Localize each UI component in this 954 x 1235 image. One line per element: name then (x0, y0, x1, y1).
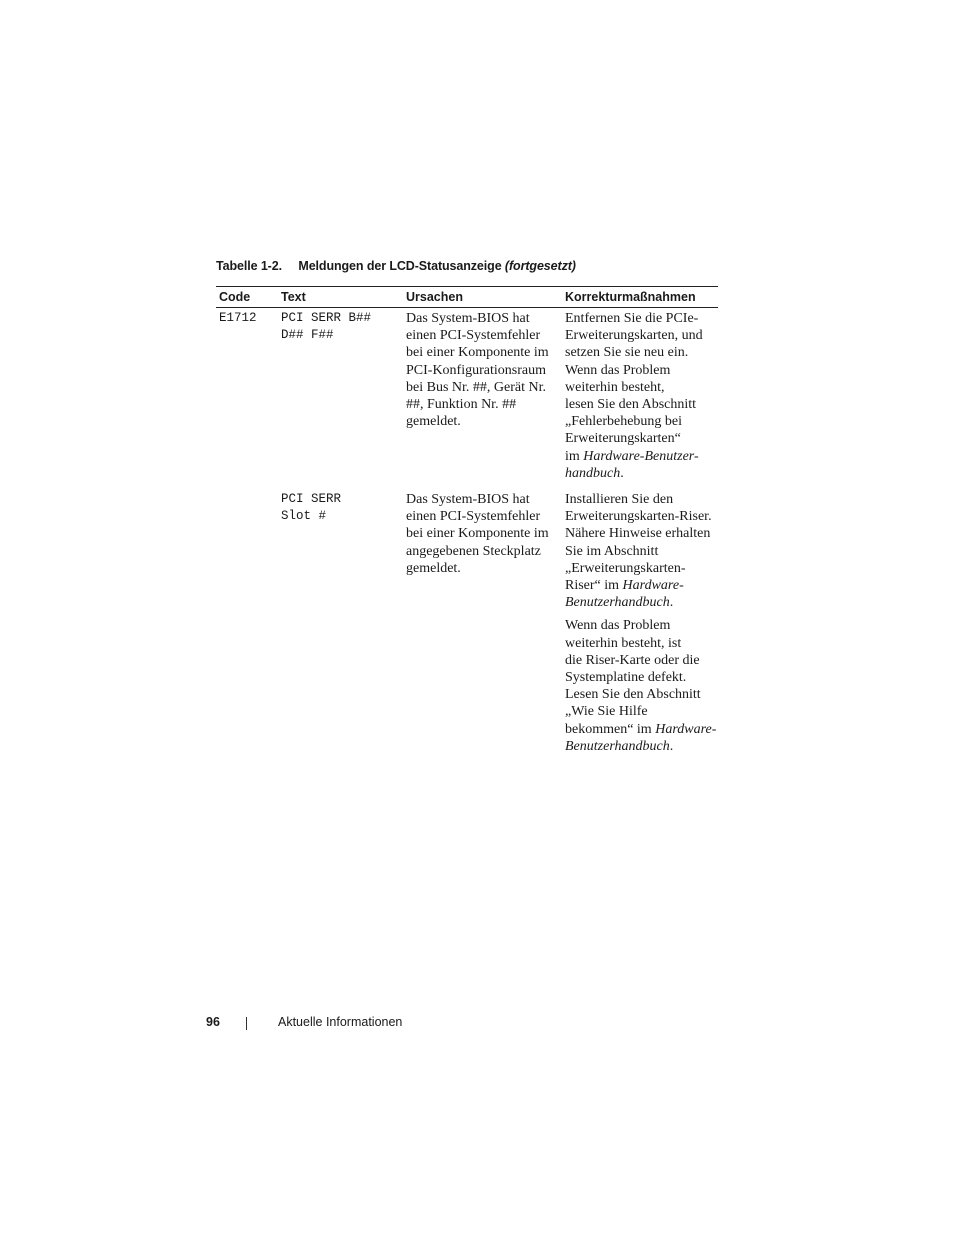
text-line: PCI SERR B## (281, 311, 372, 325)
action-line: „Erweiterungskarten- (565, 560, 686, 576)
header-text: Text (278, 287, 403, 308)
action-line: die Riser-Karte oder die (565, 652, 700, 668)
code-value: E1712 (219, 311, 257, 325)
action-line: Erweiterungskarten, und (565, 328, 703, 344)
action-line (565, 738, 718, 755)
action-line: Wenn das Problem (565, 618, 671, 634)
table-title: Meldungen der LCD-Statusanzeige (298, 259, 502, 273)
cell-text (278, 482, 403, 755)
action-text: . (669, 738, 674, 754)
action-line: „Wie Sie Hilfe (565, 704, 648, 720)
action-line: Wenn das Problem (565, 362, 671, 378)
action-text: . (669, 595, 674, 611)
action-text: bekommen“ im (565, 721, 656, 737)
action-paragraph (565, 617, 718, 755)
action-line: Systemplatine defekt. (565, 670, 687, 686)
page-footer (0, 1015, 954, 1033)
cell-code (216, 482, 278, 755)
action-line: lesen Sie den Abschnitt (565, 397, 697, 413)
text-line: PCI SERR (281, 492, 342, 507)
manual-reference: Benutzerhandbuch (565, 595, 670, 611)
cause-line: gemeldet. (406, 414, 461, 430)
table-header-row (216, 287, 718, 308)
cell-cause (403, 482, 562, 755)
text-line: D## F## (281, 328, 334, 343)
cause-line: bei einer Komponente im (406, 345, 549, 361)
action-line: Erweiterungskarten-Riser. (565, 509, 712, 525)
table-row (216, 482, 718, 755)
table-number: Tabelle 1-2. (216, 259, 282, 273)
footer-section-title: Aktuelle Informationen (278, 1015, 403, 1029)
cause-line: Das System-BIOS hat (406, 492, 530, 508)
footer-separator (246, 1017, 247, 1030)
action-line (565, 577, 718, 594)
action-line (565, 594, 718, 611)
action-line: Sie im Abschnitt (565, 543, 659, 559)
cause-line: gemeldet. (406, 560, 461, 576)
lcd-status-messages-table (216, 286, 718, 755)
action-line: setzen Sie sie neu ein. (565, 345, 689, 361)
cause-line: einen PCI-Systemfehler (406, 328, 541, 344)
table-title-suffix: (fortgesetzt) (504, 259, 576, 273)
cause-line: ##, Funktion Nr. ## (406, 397, 517, 413)
action-line: Nähere Hinweise erhalten (565, 526, 711, 542)
page-number: 96 (206, 1015, 220, 1029)
action-line: „Fehlerbehebung bei (565, 414, 683, 430)
header-code: Code (216, 287, 278, 308)
cell-code (216, 308, 278, 483)
manual-reference: Hardware- (655, 721, 717, 737)
manual-reference: Benutzerhandbuch (565, 738, 670, 754)
action-text: im (565, 448, 584, 464)
header-action: Korrekturmaßnahmen (562, 287, 718, 308)
cause-line: angegebenen Steckplatz (406, 543, 541, 559)
cell-action (562, 308, 718, 483)
cause-line: bei einer Komponente im (406, 526, 549, 542)
action-line: Installieren Sie den (565, 492, 674, 508)
cell-cause (403, 308, 562, 483)
action-line: weiterhin besteht, ist (565, 635, 682, 651)
header-cause: Ursachen (403, 287, 562, 308)
cell-action (562, 482, 718, 755)
action-line: Lesen Sie den Abschnitt (565, 687, 701, 703)
action-line: Erweiterungskarten“ (565, 431, 681, 447)
manual-reference: handbuch (565, 465, 621, 481)
cause-line: Das System-BIOS hat (406, 311, 530, 326)
table-row (216, 308, 718, 483)
cause-line: PCI-Konfigurationsraum (406, 362, 546, 378)
action-line (565, 721, 718, 738)
action-line: Entfernen Sie die PCIe- (565, 311, 699, 326)
action-line: weiterhin besteht, (565, 379, 665, 395)
action-line (565, 448, 718, 465)
cause-line: einen PCI-Systemfehler (406, 509, 541, 525)
text-line: Slot # (281, 509, 327, 524)
cause-line: bei Bus Nr. ##, Gerät Nr. (406, 379, 546, 395)
manual-reference: Hardware- (622, 578, 684, 594)
table-caption (216, 259, 576, 273)
manual-reference: Hardware-Benutzer- (583, 448, 699, 464)
action-line (565, 465, 718, 482)
action-text: Riser“ im (565, 578, 623, 594)
cell-text (278, 308, 403, 483)
action-text: . (620, 465, 624, 481)
